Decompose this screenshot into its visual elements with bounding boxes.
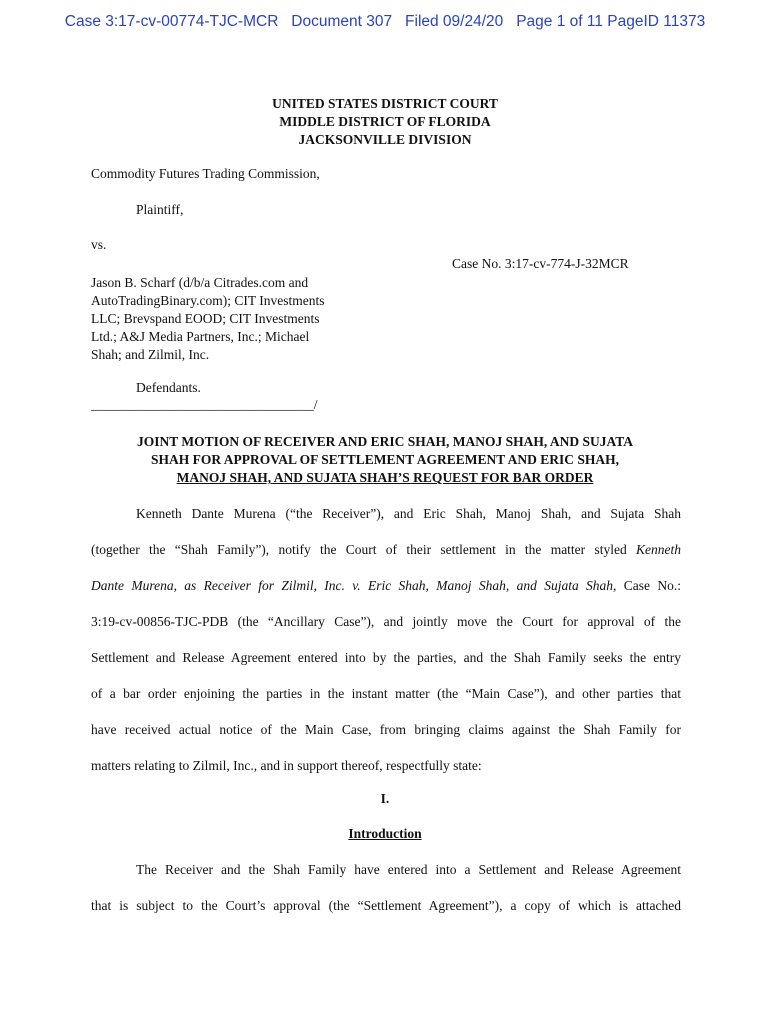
motion-title bbox=[0, 433, 770, 487]
plaintiff-label: Plaintiff, bbox=[136, 202, 184, 217]
motion-title-line: MANOJ SHAH, AND SUJATA SHAH’S REQUEST FOR BAR ORDER bbox=[176, 470, 594, 485]
section-number: I. bbox=[380, 791, 390, 806]
versus-label: vs. bbox=[91, 237, 107, 252]
court-district-line: MIDDLE DISTRICT OF FLORIDA bbox=[279, 114, 491, 129]
motion-title-line: JOINT MOTION OF RECEIVER AND ERIC SHAH, MANOJ SHAH, AND SUJATA bbox=[136, 434, 634, 449]
case-style-italic: Kenneth bbox=[636, 542, 681, 557]
paragraph-line: that is subject to the Court’s approval (the “Settlement Agreement”), a copy of which is attached bbox=[91, 898, 681, 913]
paragraph-line: Settlement and Release Agreement entered into by the parties, and the Shah Family seeks the entry bbox=[91, 650, 681, 665]
court-filing-header: Case 3:17-cv-00774-TJC-MCR Document 307 Filed 09/24/20 Page 1 of 11 PageID 11373 bbox=[64, 13, 706, 30]
case-style-italic: Dante Murena, as Receiver for Zilmil, Inc. v. Eric Shah, Manoj Shah, and Sujata Shah bbox=[91, 578, 614, 593]
second-paragraph bbox=[91, 852, 681, 924]
court-division-line: JACKSONVILLE DIVISION bbox=[298, 132, 472, 147]
paragraph-text: , Case No.: bbox=[613, 578, 681, 593]
defendants-line: Jason B. Scharf (d/b/a Citrades.com and bbox=[91, 275, 309, 290]
paragraph-line: have received actual notice of the Main Case, from bringing claims against the Shah Family for bbox=[91, 722, 681, 737]
defendants-list bbox=[91, 274, 324, 364]
paragraph-line bbox=[91, 532, 681, 568]
section-heading: Introduction bbox=[348, 826, 422, 841]
case-number: Case No. 3:17-cv-774-J-32MCR bbox=[452, 256, 629, 271]
intro-paragraph bbox=[91, 496, 681, 784]
paragraph-line: matters relating to Zilmil, Inc., and in support thereof, respectfully state: bbox=[91, 758, 482, 773]
paragraph-text: (together the “Shah Family”), notify the Court of their settlement in the matter styled bbox=[91, 542, 636, 557]
plaintiff-name: Commodity Futures Trading Commission, bbox=[91, 166, 320, 181]
caption-rule: _________________________________/ bbox=[91, 397, 318, 412]
motion-title-line: SHAH FOR APPROVAL OF SETTLEMENT AGREEMENT AND ERIC SHAH, bbox=[151, 452, 619, 467]
defendants-label: Defendants. bbox=[136, 380, 201, 395]
court-name-block bbox=[0, 95, 770, 149]
defendants-line: Ltd.; A&J Media Partners, Inc.; Michael bbox=[91, 329, 310, 344]
court-name-line: UNITED STATES DISTRICT COURT bbox=[272, 96, 498, 111]
defendants-line: LLC; Brevspand EOOD; CIT Investments bbox=[91, 311, 320, 326]
paragraph-line bbox=[91, 568, 681, 604]
paragraph-line: The Receiver and the Shah Family have entered into a Settlement and Release Agreement bbox=[136, 862, 681, 877]
defendants-line: AutoTradingBinary.com); CIT Investments bbox=[91, 293, 325, 308]
defendants-line: Shah; and Zilmil, Inc. bbox=[91, 347, 210, 362]
paragraph-line: 3:19-cv-00856-TJC-PDB (the “Ancillary Case”), and jointly move the Court for approval of the bbox=[91, 614, 681, 629]
paragraph-line: of a bar order enjoining the parties in the instant matter (the “Main Case”), and other parties that bbox=[91, 686, 681, 701]
paragraph-line: Kenneth Dante Murena (“the Receiver”), and Eric Shah, Manoj Shah, and Sujata Shah bbox=[136, 506, 681, 521]
